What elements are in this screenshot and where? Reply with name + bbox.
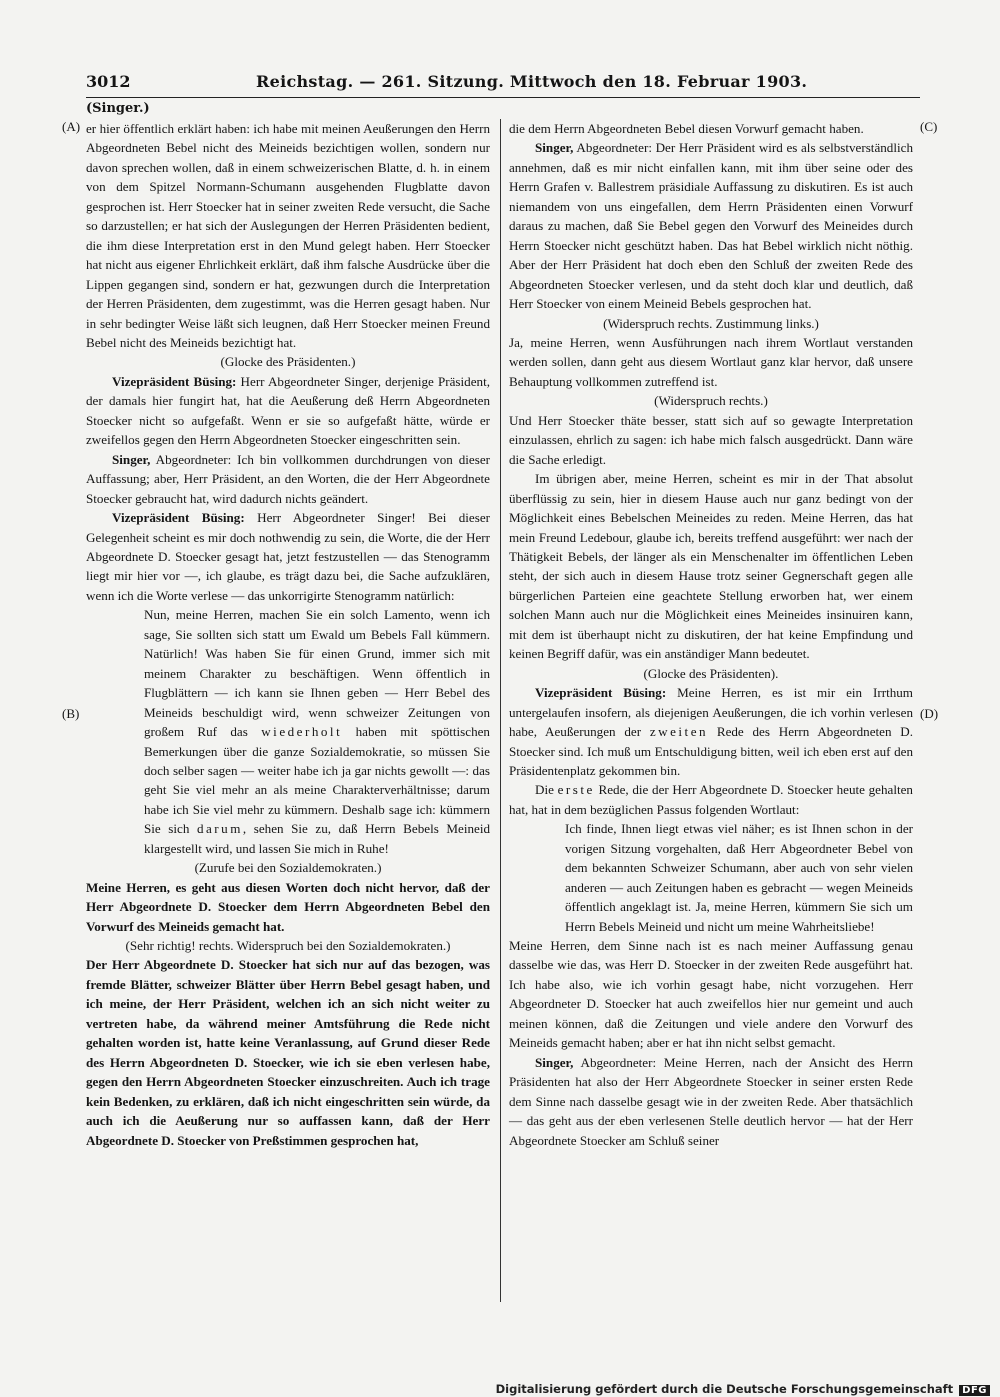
page-header	[86, 72, 920, 96]
quote-text: Nun, meine Herren, machen Sie ein solch Lamento, wenn ich sage, Sie sollten sich statt um Ewald um Bebels Fall kümmern. Natürlich! Was haben Sie für einen Grund, immer sich mit meinem Charakter zu beschäftigen. Wenn öffentlich in Flugblättern — ich kann sie Ihnen geben — Herr Bebel des Meineids beschuldigt wird, wenn schweizer Zeitungen von großem Ruf das	[144, 607, 490, 740]
quotation	[144, 605, 490, 858]
margin-marker-d: (D)	[920, 706, 939, 721]
interjection: (Glocke des Präsidenten.)	[220, 354, 356, 370]
running-title: Reichstag. — 261. Sitzung. Mittwoch den 18. Februar 1903.	[256, 72, 808, 91]
speaker-name: Vizepräsident Büsing:	[112, 510, 245, 526]
paragraph	[509, 780, 913, 819]
speech-text: Herr Abgeordneter Singer! Bei dieser Gelegenheit scheint es mir doch nothwendig zu sein, die Worte, die der Herr Abgeordnete D. Stoecker gesagt hat, jetzt festzustellen — das Stenogramm liegt mir hier vor —, ich glaube, es trägt dazu bei, die Sache aufzuklären, wenn ich die Worte verlese — das unkorrigirte Stenogramm natürlich:	[86, 510, 491, 603]
header-rule	[86, 97, 920, 98]
speaker-continued: (Singer.)	[86, 101, 150, 116]
paragraph: Und Herr Stoecker thäte besser, statt sich auf so gewagte Interpretation einzulassen, ehrlich zu sagen: ich habe mich falsch ausgedrückt. Dann wäre die Sache erledigt.	[509, 412, 913, 467]
paragraph: Ja, meine Herren, wenn Ausführungen nach ihrem Wortlaut verstanden werden sollen, dann geht aus diesem Wortlaut ganz klar hervor, daß unsere Behauptung vollkommen zutreffend ist.	[509, 334, 913, 389]
speech-text: Abgeordneter: Der Herr Präsident wird es als selbstverständlich annehmen, daß es mir nicht einfallen kann, mit ihm über seine oder des Herrn Grafen v. Ballestrem präsidiale Auffassung zu diskutiren. Es ist auch niemandem von uns eingefallen, dem Herrn Präsidenten einen Vorwurf daraus zu machen, daß Sie Bebel gegen den Vorwurf des Meineides durch Herrn Stoecker nicht geschützt haben. Das hat Bebel wirklich nicht nöthig. Aber der Herr Präsident hat doch eben den Schluß der zweiten Rede des Abgeordneten Stoecker verlesen, und da steht doch klar und deutlich, daß Herr Stoecker von einem Meineid Bebels gesprochen hat.	[509, 140, 913, 312]
interjection: (Widerspruch rechts.)	[654, 393, 768, 409]
spaced-emphasis: zweiten	[649, 724, 709, 740]
paragraph	[86, 372, 490, 450]
left-column	[86, 119, 490, 1150]
margin-marker-b: (B)	[62, 706, 80, 721]
speech-text: Meine Herren, es ist mir ein Irrthum untergelaufen insofern, als diejenigen Aeußerungen, die ich vorhin verlesen habe, Aeußerungen der	[509, 685, 913, 740]
right-column	[509, 119, 913, 1150]
speaker-name: Singer,	[535, 140, 574, 156]
quote-text: haben mit spöttischen Bemerkungen über die ganze Sozialdemokratie, so müssen Sie doch selber sagen — weiter habe ich ja gar nichts gewollt —: das geht Sie viel mehr an als meine Charakterverhältnisse; darum habe ich Sie viel mehr zu kümmern. Deshalb sage ich: kümmern Sie sich	[144, 724, 490, 837]
speech-text: Herr Abgeordneter Singer, derjenige Präsident, der damals hier fungirt hat, hat die Aeußerung deß Herrn Abgeordneten Stoecker nicht so aufgefaßt. Wenn er sie so aufgefaßt hätte, würde er zweifellos gegen den Herrn Abgeordneten Stoecker eingeschritten sein.	[86, 373, 490, 448]
speaker-name: Singer,	[535, 1054, 574, 1070]
speech-text: Abgeordneter: Meine Herren, nach der Ansicht des Herrn Präsidenten hat also der Herr Abgeordnete Stoecker in seiner ersten Rede dem Sinne nach dasselbe gesagt wie in der zweiten Rede. Aber thatsächlich — das geht aus der eben verlesenen Stelle deutlich hervor — hat der Herr Abgeordnete Stoecker am Schluß seiner	[509, 1054, 913, 1148]
paragraph	[86, 508, 490, 605]
speech-text: Rede, die der Herr Abgeordnete D. Stoecker heute gehalten hat, hat in dem bezüglichen Passus folgenden Wortlaut:	[509, 782, 913, 817]
quote-text: , sehen Sie zu, daß Herrn Bebels Meineid klargestellt wird, und lassen Sie mich in Ruhe!	[144, 821, 490, 856]
speaker-name: Vizepräsident Büsing:	[112, 373, 237, 389]
paragraph	[509, 1053, 913, 1150]
speech-text: Die	[535, 782, 558, 798]
paragraph: er hier öffentlich erklärt haben: ich habe mit meinen Aeußerungen den Herrn Abgeordneten Bebel nicht des Meineids bezichtigen wollen, sondern nur davon sprechen wollen, daß in einem schweizerischen Blatte, d. h. in einem von dem Spitzel Normann-Schumann ausgehenden Flugblatte davon gesprochen ist. Herr Stoecker hat in seiner zweiten Rede versucht, die Sache so darzustellen; er hat sich der Auslegungen der Herren Präsidenten bedient, die ihm diese Interpretation erst in den Mund gelegt haben. Herr Stoecker hat nicht aus eigener Ehrlichkeit erklärt, daß ihm falsche Ausdrücke über die Lippen gegangen sind, sondern er hat, gezwungen durch die Interpretation der Herren Präsidenten, dem zugestimmt, was die Herren gesagt haben. Nur in sehr bedingter Weise läßt sich leugnen, daß Herr Stoecker meinen Freund Bebel nicht des Meineids bezichtigt hat.	[86, 121, 490, 350]
quotation: Ich finde, Ihnen liegt etwas viel näher; es ist Ihnen schon in der vorigen Sitzung vorgehalten, daß Herr Abgeordneter Bebel von dem bekannten Schweizer Schumann, aber auch von sehr vielen anderen — auch Zeitungen haben es gebracht — wegen Meineids öffentlich angeklagt ist. Ja, meine Herren, kümmern Sie sich um Herrn Bebels Meineid und nicht um meine Wahrheitsliebe!	[565, 821, 913, 934]
margin-marker-a: (A)	[62, 119, 81, 134]
paragraph: Meine Herren, es geht aus diesen Worten doch nicht hervor, daß der Herr Abgeordnete D. Stoecker dem Herrn Abgeordneten Bebel den Vorwurf des Meineids gemacht hat.	[86, 879, 490, 934]
paragraph: Meine Herren, dem Sinne nach ist es nach meiner Auffassung genau dasselbe wie das, was Herr D. Stoecker in der zweiten Rede ausgeführt hat. Ich habe also, wie ich vorhin gesagt habe, nicht vorzugehen. Herr Abgeordneter D. Stoecker hat auch zweifellos hier nur gemeint und auch meinen können, daß die Zeitungen und viele andere den Vorwurf des Meineids gemacht haben; aber er hat ihn nicht selbst gemacht.	[509, 938, 913, 1051]
paragraph: Im übrigen aber, meine Herren, scheint es mir in der That absolut überflüssig zu sein, hier in diesem Hause auch nur ganz bedingt von der Möglichkeit eines Bebelschen Meineides zu reden. Meine Herren, das hat mein Freund Ledebour, glaube ich, bereits treffend ausgeführt: wer nach der Thätigkeit Bebels, der länger als ein Menschenalter im öffentlichen Leben steht, der sich auch in diesem Hause trotz seiner Gegnerschaft gegen alle bürgerlichen Parteien eine geachtete Stellung erworben hat, wer einem solchen Mann auch nur die Möglichkeit eines Meineides insinuiren kann, mit dem ist überhaupt nicht zu diskutiren, der hat keine Empfindung und keinen Begriff dafür, was ein anständiger Mann bedeutet.	[509, 471, 913, 662]
spaced-emphasis: erste	[557, 782, 595, 798]
paragraph: die dem Herrn Abgeordneten Bebel diesen Vorwurf gemacht haben.	[509, 121, 864, 136]
speech-text: Rede des Herrn Abgeordneten D. Stoecker sind. Ich muß um Entschuldigung bitten, weil ich eben erst auf den Präsidentenplatz gekommen bin.	[509, 724, 913, 778]
speech-text: Abgeordneter: Ich bin vollkommen durchdrungen von dieser Auffassung; aber, Herr Präsident, an den Worten, die der Herr Abgeordnete Stoecker gebraucht hat, wird dadurch nichts geändert.	[86, 451, 490, 506]
column-rule	[500, 119, 501, 1302]
spaced-emphasis: darum	[196, 821, 243, 837]
paragraph	[509, 683, 913, 780]
interjection: (Sehr richtig! rechts. Widerspruch bei den Sozialdemokraten.)	[125, 938, 451, 954]
spaced-emphasis: wiederholt	[261, 724, 343, 740]
dfg-logo: DFG	[959, 1385, 990, 1396]
footer-text: Digitalisierung gefördert durch die Deutsche Forschungsgemeinschaft	[495, 1382, 954, 1396]
interjection: (Zurufe bei den Sozialdemokraten.)	[194, 860, 382, 876]
page-number: 3012	[86, 72, 131, 91]
paragraph	[86, 450, 490, 508]
paragraph: Der Herr Abgeordnete D. Stoecker hat sich nur auf das bezogen, was fremde Blätter, schweizer Blätter über Herrn Bebel gesagt haben, und ich meine, der Herr Präsident, welchen ich an sich nicht weiter zu vertreten habe, da während meiner Amtsführung die Rede nicht gehalten worden ist, hatte keine Veranlassung, auf Grund dieser Rede des Herrn Abgeordneten D. Stoecker, wie ich sie eben verlesen habe, gegen den Herrn Abgeordneten Stoecker einzuschreiten. Auch ich trage kein Bedenken, zu erklären, daß ich nicht eingeschritten sein würde, da auch ich die Aeußerung nur so auffassen kann, daß der Herr Abgeordnete D. Stoecker von Preßstimmen gesprochen hat,	[86, 957, 490, 1148]
speaker-name: Singer,	[112, 451, 151, 467]
interjection: (Widerspruch rechts. Zustimmung links.)	[603, 315, 819, 331]
paragraph	[509, 138, 913, 313]
margin-marker-c: (C)	[920, 119, 938, 134]
interjection: (Glocke des Präsidenten).	[643, 665, 779, 681]
speaker-name: Vizepräsident Büsing:	[535, 685, 667, 701]
digitization-footer	[496, 1382, 990, 1396]
